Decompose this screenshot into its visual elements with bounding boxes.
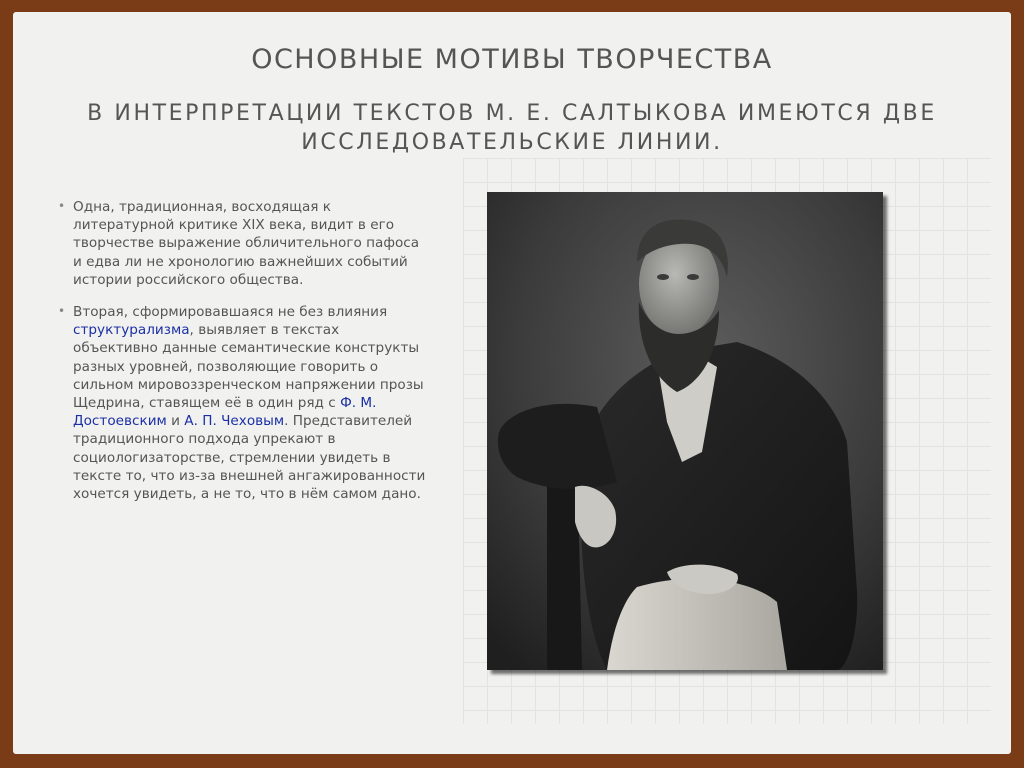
portrait-illustration <box>487 192 883 670</box>
link-dostoevsky[interactable]: Ф. М. Достоевским <box>73 395 377 430</box>
bullet-item-traditional <box>57 198 427 289</box>
bullet-text: Одна, традиционная, восходящая к литературной критике XIX века, видит в его творчестве выражение обличительного пафоса и едва ли не хронологию важнейших событий истории российского общества. <box>73 199 420 288</box>
bullet-item-structural <box>57 303 427 503</box>
bullet-marker: • <box>58 304 66 319</box>
slide-title: ОСНОВНЫЕ МОТИВЫ ТВОРЧЕСТВА <box>251 44 773 75</box>
bullet-list <box>57 198 427 517</box>
link-structuralism[interactable]: структурализма <box>73 322 190 339</box>
left-eye <box>657 274 669 280</box>
bullet-marker: • <box>58 199 66 213</box>
right-eye <box>687 274 699 280</box>
bullet-text: и <box>166 413 185 430</box>
portrait-photo <box>487 192 883 670</box>
slide <box>13 12 1011 754</box>
bullet-text: . Представителей традиционного подхода упрекают в социологизаторстве, стремлении увидеть в тексте то, что из-за внешней ангажированности хочется увидеть, а не то, что в нём самом дано. <box>73 413 426 503</box>
link-chekhov[interactable]: А. П. Чеховым <box>184 413 285 430</box>
bullet-text: , выявляет в текстах объективно данные семантические конструкты разных уровней, позволяющие говорить о сильном мировоззренческом напряжении прозы Щедрина, ставящем её в один ряд с <box>73 322 424 412</box>
bullet-text: Вторая, сформировавшаяся не без влияния <box>73 304 388 321</box>
slide-subtitle: В ИНТЕРПРЕТАЦИИ ТЕКСТОВ М. Е. САЛТЫКОВА ИМЕЮТСЯ ДВЕ ИССЛЕДОВАТЕЛЬСКИЕ ЛИНИИ. <box>87 101 937 155</box>
